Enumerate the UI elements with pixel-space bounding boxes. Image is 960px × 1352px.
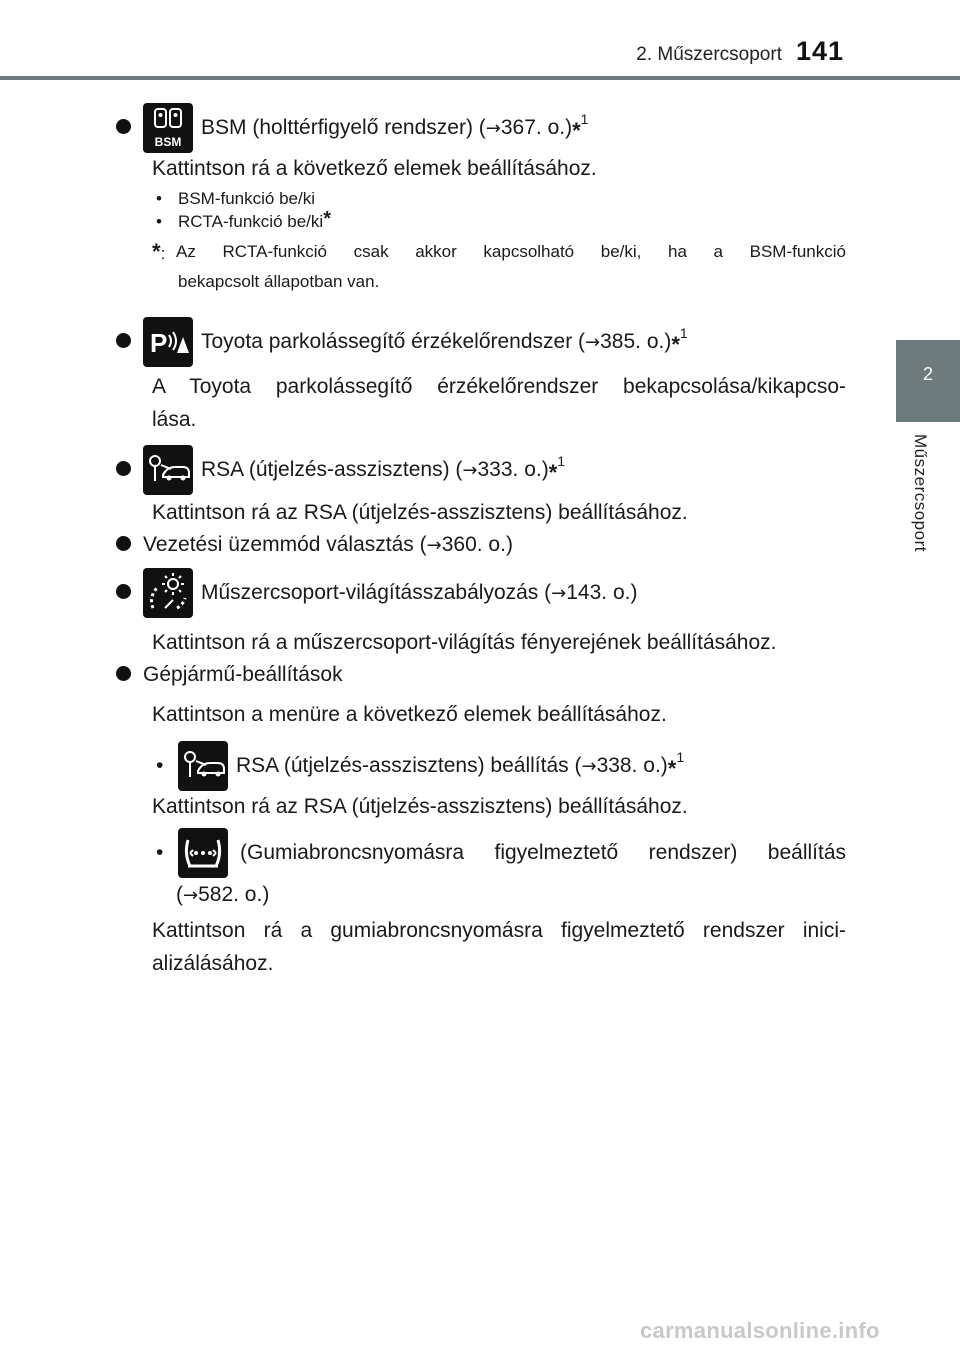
bsm-title: BSM (holttérfigyelő rendszer) ( <box>201 116 486 139</box>
illumination-description: Kattintson rá a műszercsoport-világítás fényerejének beállításához. <box>152 631 777 654</box>
rsa-settings-arrow: → <box>581 756 597 777</box>
chapter-tab-number: 2 <box>922 364 933 384</box>
section-parking <box>116 310 688 368</box>
tpws-settings-arrow: → <box>183 885 199 906</box>
bsm-icon <box>143 103 193 153</box>
bsm-icon-text: BSM <box>154 135 182 150</box>
chapter-tab-label: Műszercsoport <box>911 434 930 552</box>
parking-desc-line2: lása. <box>152 408 197 431</box>
bsm-sup: 1 <box>580 111 589 127</box>
section-bsm <box>116 96 588 154</box>
list-bullet: • <box>156 189 162 208</box>
illumination-control-icon <box>143 568 193 618</box>
list-bullet: • <box>156 754 164 777</box>
chapter-tab <box>896 340 960 422</box>
rcta-star: * <box>323 208 331 230</box>
rsa-star: * <box>548 460 558 485</box>
drive-mode-ref[interactable]: 360. o.) <box>441 533 513 556</box>
list-item: • BSM-funkció be/ki <box>156 189 315 208</box>
footnote-line2: bekapcsolt állapotban van. <box>178 272 380 291</box>
footnote-mark: * <box>152 239 161 264</box>
drive-mode-arrow: → <box>426 535 442 556</box>
road-sign-assist-icon <box>178 741 228 791</box>
tpws-settings-ref-line: (→582. o.) <box>176 883 270 906</box>
footnote-line1: Az RCTA-funkció csak akkor kapcsolható be/ki, ha a BSM-funkció <box>176 242 846 261</box>
subitem-rsa-settings <box>156 734 684 792</box>
section-bullet <box>116 536 131 551</box>
rsa-title: RSA (útjelzés-asszisztens) ( <box>201 458 463 481</box>
rsa-description: Kattintson rá az RSA (útjelzés-asszisztens) beállításához. <box>152 501 688 524</box>
illumination-arrow: → <box>551 583 567 604</box>
vehicle-settings-description: Kattintson a menüre a következő elemek beállításához. <box>152 703 667 726</box>
list-bullet: • <box>156 841 164 864</box>
header-rule <box>0 76 960 80</box>
rsa-settings-title: RSA (útjelzés-asszisztens) beállítás ( <box>236 754 582 777</box>
section-drive-mode <box>116 532 513 559</box>
rsa-arrow: → <box>462 460 478 481</box>
tpws-settings-description <box>152 914 846 980</box>
parking-star: * <box>671 332 680 357</box>
tpws-settings-ref[interactable]: 582. o.) <box>198 883 270 906</box>
section-vehicle-settings <box>116 662 343 688</box>
subitem-tpws-settings <box>156 828 846 878</box>
rsa-ref[interactable]: 333. o.) <box>477 458 549 481</box>
svg-text:P: P <box>150 328 168 359</box>
section-bullet <box>116 333 131 348</box>
illumination-title: Műszercsoport-világításszabályozás ( <box>201 581 552 604</box>
rsa-settings-ref[interactable]: 338. o.) <box>596 754 668 777</box>
rsa-sup: 1 <box>557 453 566 469</box>
section-bullet <box>116 461 131 476</box>
bsm-star: * <box>572 118 581 143</box>
section-bullet <box>116 584 131 599</box>
parking-description <box>152 370 846 436</box>
rsa-settings-description: Kattintson rá az RSA (útjelzés-asszisztens) beállításához. <box>152 795 688 818</box>
parking-title: Toyota parkolássegítő érzékelőrendszer ( <box>201 330 586 353</box>
parking-ref[interactable]: 385. o.) <box>600 330 672 353</box>
section-illumination <box>116 568 637 619</box>
bsm-arrow: → <box>485 118 501 139</box>
bsm-ref[interactable]: 367. o.) <box>500 116 573 139</box>
list-bullet: • <box>156 212 162 231</box>
rsa-settings-star: * <box>667 756 677 781</box>
bsm-list <box>156 188 331 233</box>
parking-sup: 1 <box>679 325 688 341</box>
illumination-ref[interactable]: 143. o.) <box>566 581 638 604</box>
tpws-desc-line1: Kattintson rá a gumiabroncsnyomásra figyelmeztető rendszer inici- <box>152 919 846 942</box>
bsm-footnote: *: Az RCTA-funkció csak akkor kapcsolható be/ki, ha a BSM-funkció bekapcsolt állapotban van. <box>152 238 846 296</box>
road-sign-assist-icon <box>143 445 193 495</box>
chapter-heading: 2. Műszercsoport <box>636 44 782 65</box>
section-bullet <box>116 666 131 681</box>
list-item: • RCTA-funkció be/ki* <box>156 208 331 231</box>
parking-arrow: → <box>585 332 601 353</box>
page-number: 141 <box>796 36 845 66</box>
tpws-desc-line2: alizálásához. <box>152 952 274 975</box>
vehicle-settings-title: Gépjármű-beállítások <box>143 663 343 686</box>
parking-sensor-icon <box>143 317 193 367</box>
section-rsa <box>116 438 565 496</box>
watermark: carmanualsonline.info <box>640 1318 880 1343</box>
section-bullet <box>116 119 131 134</box>
tire-pressure-warning-icon <box>178 828 228 878</box>
drive-mode-title: Vezetési üzemmód választás ( <box>143 533 427 556</box>
parking-desc-line1: A Toyota parkolássegítő érzékelőrendszer bekapcsolása/kikapcso- <box>152 375 846 398</box>
bsm-description: Kattintson rá a következő elemek beállításához. <box>152 157 597 180</box>
rsa-settings-sup: 1 <box>676 749 685 765</box>
tpws-settings-title: (Gumiabroncsnyomásra figyelmeztető rendszer) beállítás <box>240 841 846 864</box>
